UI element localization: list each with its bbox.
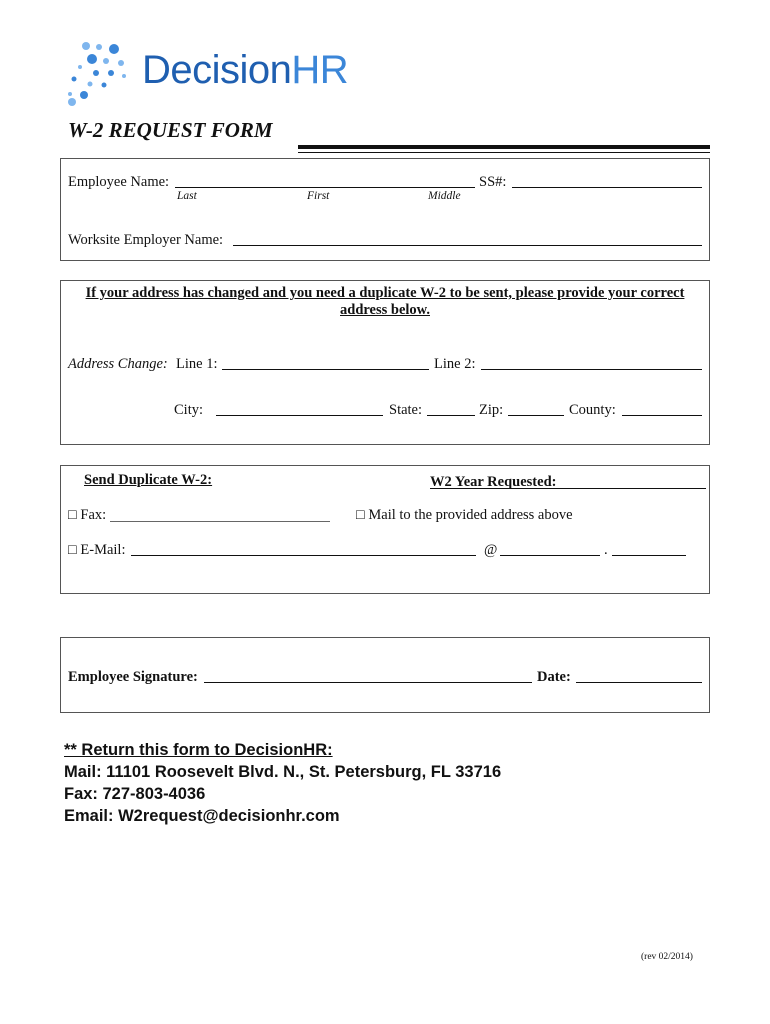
city-label: City: bbox=[174, 402, 204, 418]
state-field[interactable] bbox=[427, 415, 475, 416]
address-change-label: Address Change: bbox=[68, 356, 168, 372]
county-label: County: bbox=[569, 402, 616, 418]
email-user-field[interactable] bbox=[131, 555, 476, 556]
revision-note: (rev 02/2014) bbox=[641, 952, 693, 962]
title-rule-thick bbox=[298, 145, 710, 149]
ssn-field[interactable] bbox=[512, 187, 702, 188]
w2-year-label: W2 Year Requested: bbox=[430, 474, 557, 490]
state-label: State: bbox=[389, 402, 423, 418]
form-title: W-2 REQUEST FORM bbox=[68, 118, 273, 142]
email-at-symbol: @ bbox=[484, 542, 498, 558]
brand-main: Decision bbox=[142, 48, 292, 92]
title-rule-thin bbox=[298, 152, 710, 153]
return-heading: ** Return this form to DecisionHR: bbox=[64, 741, 333, 759]
city-field[interactable] bbox=[216, 415, 383, 416]
return-fax: Fax: 727-803-4036 bbox=[64, 785, 206, 803]
signature-label: Employee Signature: bbox=[68, 669, 198, 685]
ssn-label: SS#: bbox=[479, 174, 507, 190]
mail-option[interactable]: □ Mail to the provided address above bbox=[356, 507, 573, 523]
brand-logo bbox=[142, 50, 348, 90]
email-tld-field[interactable] bbox=[612, 555, 686, 556]
line2-label: Line 2: bbox=[434, 356, 476, 372]
send-duplicate-label: Send Duplicate W-2: bbox=[84, 472, 213, 488]
email-domain-field[interactable] bbox=[500, 555, 600, 556]
worksite-employer-label: Worksite Employer Name: bbox=[68, 232, 224, 248]
email-dot-symbol: . bbox=[604, 542, 608, 558]
employee-name-label: Employee Name: bbox=[68, 174, 170, 190]
zip-field[interactable] bbox=[508, 415, 564, 416]
fax-field[interactable] bbox=[110, 521, 330, 522]
zip-label: Zip: bbox=[479, 402, 504, 418]
return-mail-address: Mail: 11101 Roosevelt Blvd. N., St. Petersburg, FL 33716 bbox=[64, 763, 502, 781]
name-part-middle: Middle bbox=[428, 190, 461, 202]
fax-option[interactable]: □ Fax: bbox=[68, 507, 107, 523]
address-line2-field[interactable] bbox=[481, 369, 702, 370]
w2-year-field[interactable] bbox=[430, 488, 706, 489]
brand-accent: HR bbox=[291, 48, 349, 92]
worksite-employer-field[interactable] bbox=[233, 245, 702, 246]
name-part-last: Last bbox=[177, 190, 197, 202]
address-instruction-line1: If your address has changed and you need a duplicate W-2 to be sent, please provide your correct bbox=[85, 285, 685, 301]
name-part-first: First bbox=[307, 190, 330, 202]
signature-field[interactable] bbox=[204, 682, 532, 683]
county-field[interactable] bbox=[622, 415, 702, 416]
employee-name-field[interactable] bbox=[175, 187, 475, 188]
date-field[interactable] bbox=[576, 682, 702, 683]
line1-label: Line 1: bbox=[176, 356, 218, 372]
return-email: Email: W2request@decisionhr.com bbox=[64, 807, 340, 825]
logo-dots-icon bbox=[66, 42, 140, 108]
address-line1-field[interactable] bbox=[222, 369, 429, 370]
date-label: Date: bbox=[537, 669, 571, 685]
email-option[interactable]: □ E-Mail: bbox=[68, 542, 126, 558]
address-instruction-line2: address below. bbox=[340, 302, 430, 318]
